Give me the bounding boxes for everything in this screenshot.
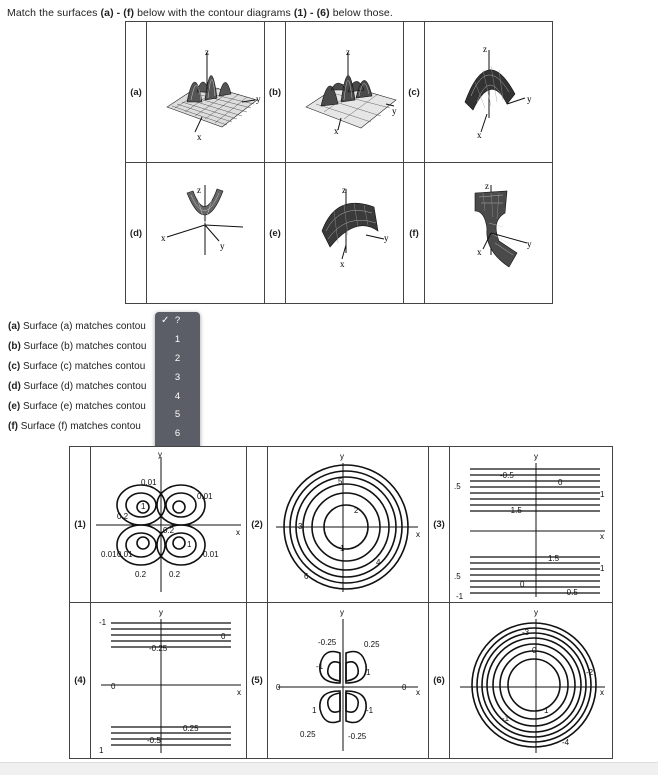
prompt-text: Match the surfaces (7, 7, 101, 19)
contour-level-label: -0.5 (500, 471, 514, 480)
contour-level-label: -0.5 (564, 588, 578, 597)
contour-level-label: 1 (99, 746, 104, 755)
x-axis-label: x (236, 528, 240, 537)
question-label: (f) (8, 421, 18, 432)
z-axis-label: z (197, 185, 201, 195)
z-axis-label: z (205, 47, 209, 57)
contour-level-label: 0.2 (117, 512, 129, 521)
contour-level-label: -0.25 (318, 638, 337, 647)
contour-level-label: 0.01 (117, 550, 133, 559)
surface-d-plot (147, 163, 265, 304)
contour-label-5: (5) (247, 603, 268, 759)
contour-level-label: -1 (99, 618, 107, 627)
contour-level-label: 0.25 (300, 730, 316, 739)
contour-level-label: 0.01 (197, 492, 213, 501)
x-axis-label: x (477, 247, 482, 257)
surface-label-c: (c) (404, 22, 425, 163)
prompt-contours-range: (1) - (6) (293, 7, 330, 19)
contour-level-label: 0 (558, 478, 563, 487)
contour-label-3: (3) (429, 447, 450, 603)
surface-c-plot (425, 22, 553, 163)
contour-level-label: 0.2 (169, 570, 181, 579)
contour-level-label: 1 (366, 668, 371, 677)
contour-label-4: (4) (70, 603, 91, 759)
y-axis-label: y (534, 452, 538, 461)
y-axis-label: y (534, 608, 538, 617)
x-axis-label: x (197, 132, 202, 142)
surface-label-f: (f) (404, 163, 425, 304)
question-label: (c) (8, 361, 21, 372)
contours-table (69, 446, 613, 759)
contour-level-label: 6 (304, 572, 309, 581)
contour-level-label: 1 (340, 544, 345, 553)
contour-level-label: 0.25 (364, 640, 380, 649)
x-axis-label: x (340, 259, 345, 269)
contour-4-plot (91, 603, 247, 759)
dropdown-option-unset[interactable] (155, 312, 200, 331)
z-axis-label: z (483, 44, 487, 54)
prompt-text-end: below those. (329, 7, 393, 19)
contour-level-label: 0 (402, 683, 407, 692)
x-axis-label: x (161, 233, 166, 243)
y-axis-label: y (527, 239, 532, 249)
z-axis-label: z (342, 185, 346, 195)
contour-level-label: 0.2 (135, 570, 147, 579)
surface-a-plot (147, 22, 265, 163)
contour-level-label: .5 (454, 572, 461, 581)
contour-level-label: -2 (586, 668, 594, 677)
contour-level-label: -1.5 (508, 506, 522, 515)
question-label: (d) (8, 381, 21, 392)
z-axis-label: z (485, 181, 489, 191)
contour-level-label: -0.25 (348, 732, 367, 741)
question-text: Surface (c) matches contou (20, 361, 146, 372)
answer-dropdown-menu[interactable] (155, 312, 200, 455)
contour-level-label: .5 (454, 482, 461, 491)
contour-5-plot (268, 603, 429, 759)
dropdown-option-1[interactable]: 1 (174, 333, 181, 345)
contour-1-plot (91, 447, 247, 603)
dropdown-option-6[interactable]: 6 (174, 428, 181, 440)
question-a (8, 321, 146, 332)
dropdown-option-2[interactable]: 2 (174, 352, 181, 364)
dropdown-option-4[interactable]: 4 (174, 390, 181, 402)
question-f (8, 421, 141, 432)
contour-level-label: 5 (338, 477, 343, 486)
contour-level-label: 1 (600, 490, 605, 499)
question-label: (b) (8, 341, 21, 352)
y-axis-label: y (340, 608, 344, 617)
surface-b-plot (286, 22, 404, 163)
contour-level-label: -1 (316, 662, 324, 671)
contour-level-label: 0 (221, 632, 226, 641)
surface-label-d: (d) (126, 163, 147, 304)
contour-level-label: 4 (376, 558, 381, 567)
contour-2-plot (268, 447, 429, 603)
contour-level-label: 2 (354, 506, 359, 515)
z-axis-label: z (346, 47, 350, 57)
contour-level-label: 0 (276, 683, 281, 692)
surface-f-plot (425, 163, 553, 304)
contour-level-label: 1 (312, 706, 317, 715)
dropdown-option-3[interactable]: 3 (174, 371, 181, 383)
x-axis-label: x (600, 688, 604, 697)
question-d (8, 381, 146, 392)
question-text: Surface (d) matches contou (20, 381, 147, 392)
question-text: Surface (a) matches contou (20, 321, 146, 332)
question-b (8, 341, 146, 352)
x-axis-label: x (237, 688, 241, 697)
contour-level-label: -0.25 (149, 644, 168, 653)
contour-level-label: 3 (298, 522, 303, 531)
y-axis-label: y (159, 608, 163, 617)
question-label: (e) (8, 401, 21, 412)
contour-label-1: (1) (70, 447, 91, 603)
surface-label-e: (e) (265, 163, 286, 304)
question-text: Surface (f) matches contou (18, 421, 141, 432)
contour-level-label: 1 (544, 706, 549, 715)
question-prompt (7, 7, 393, 19)
contour-level-label: -1 (456, 592, 464, 601)
contour-level-label: 1 (187, 540, 192, 549)
contour-level-label: 0.01 (101, 550, 117, 559)
x-axis-label: x (334, 126, 339, 136)
y-axis-label: y (220, 241, 225, 251)
surfaces-table (125, 21, 553, 304)
contour-level-label: 0.01 (141, 478, 157, 487)
option-label: ? (174, 315, 181, 326)
surface-label-b: (b) (265, 22, 286, 163)
surface-e-plot (286, 163, 404, 304)
question-text: Surface (b) matches contou (20, 341, 147, 352)
contour-6-plot (450, 603, 613, 759)
contour-level-label: 0.01 (203, 550, 219, 559)
contour-level-label: -1 (366, 706, 374, 715)
contour-level-label: 0 (532, 646, 537, 655)
contour-3-plot (450, 447, 613, 603)
question-label: (a) (8, 321, 21, 332)
x-axis-label: x (600, 532, 604, 541)
page-footer-bar (0, 762, 658, 775)
contour-label-2: (2) (247, 447, 268, 603)
dropdown-option-5[interactable]: 5 (174, 409, 181, 421)
contour-level-label: -0.5 (147, 736, 161, 745)
contour-level-label: 1 (141, 502, 146, 511)
contour-label-6: (6) (429, 603, 450, 759)
y-axis-label: y (392, 106, 397, 116)
question-c (8, 361, 145, 372)
question-text: Surface (e) matches contou (20, 401, 146, 412)
contour-level-label: 0.2 (163, 526, 175, 535)
x-axis-label: x (416, 530, 420, 539)
x-axis-label: x (416, 688, 420, 697)
contour-level-label: -3 (522, 628, 530, 637)
y-axis-label: y (158, 450, 162, 459)
question-e (8, 401, 146, 412)
contour-level-label: 0 (520, 580, 525, 589)
contour-level-label: -1 (502, 714, 510, 723)
x-axis-label: x (477, 130, 482, 140)
surface-label-a: (a) (126, 22, 147, 163)
contour-level-label: 0 (111, 682, 116, 691)
y-axis-label: y (340, 452, 344, 461)
y-axis-label: y (527, 94, 532, 104)
prompt-text-mid: below with the contour diagrams (134, 7, 294, 19)
contour-level-label: 1 (600, 564, 605, 573)
y-axis-label: y (384, 233, 389, 243)
contour-level-label: 0.25 (183, 724, 199, 733)
y-axis-label: y (256, 94, 261, 104)
checkmark-icon: ✓ (161, 315, 170, 326)
prompt-surfaces-range: (a) - (f) (100, 7, 135, 19)
contour-level-label: -4 (562, 738, 570, 747)
contour-level-label: 1.5 (548, 554, 560, 563)
